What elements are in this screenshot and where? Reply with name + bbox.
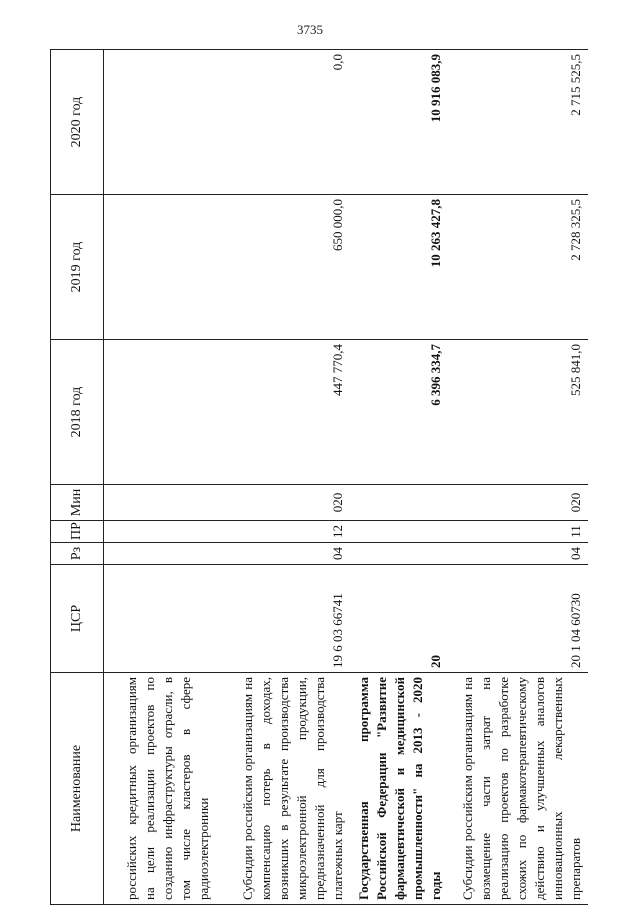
row-min: 020	[448, 485, 588, 521]
header-2018: 2018 год	[51, 340, 104, 485]
row-2018	[104, 340, 216, 485]
row-2018: 447 770,4	[216, 340, 350, 485]
header-2019: 2019 год	[51, 195, 104, 340]
row-2020	[104, 50, 216, 195]
row-rz	[350, 543, 448, 565]
row-min: 020	[216, 485, 350, 521]
row-csr: 20 1 04 60730	[448, 565, 588, 673]
header-min: Мин	[51, 485, 104, 521]
row-pr	[350, 521, 448, 543]
header-2020: 2020 год	[51, 50, 104, 195]
table-row	[448, 50, 588, 905]
header-pr: ПР	[51, 521, 104, 543]
rotated-budget-table-container	[50, 54, 590, 905]
row-2020: 10 916 083,9	[350, 50, 448, 195]
row-2018: 525 841,0	[448, 340, 588, 485]
table-row	[216, 50, 350, 905]
row-2019: 650 000,0	[216, 195, 350, 340]
row-csr: 20	[350, 565, 448, 673]
row-rz: 04	[448, 543, 588, 565]
table-row	[104, 50, 216, 905]
header-name: Наименование	[51, 673, 104, 905]
row-name: Субсидии российским организациям на возмещение части затрат на реализацию проектов по разработке схожих по фармакотерапевтическому действию и улучшенных аналогов инновационных лекарственных препаратов	[448, 673, 588, 905]
row-pr: 11	[448, 521, 588, 543]
row-pr	[104, 521, 216, 543]
row-rz	[104, 543, 216, 565]
row-pr: 12	[216, 521, 350, 543]
row-name: Субсидии российским организациям на компенсацию потерь в доходах, возникших в результате производства микроэлектронной продукции, предназначенной для производства платежных карт	[216, 673, 350, 905]
page-number: 3735	[297, 22, 323, 37]
row-min	[104, 485, 216, 521]
row-2019: 10 263 427,8	[350, 195, 448, 340]
row-2018: 6 396 334,7	[350, 340, 448, 485]
header-csr: ЦСР	[51, 565, 104, 673]
table-header-row	[51, 50, 104, 905]
row-csr	[104, 565, 216, 673]
budget-allocation-table	[50, 49, 588, 905]
row-rz: 04	[216, 543, 350, 565]
row-name: Государственная программа Российской Федерации "Развитие фармацевтической и медицинской промышленности" на 2013 - 2020 годы	[350, 673, 448, 905]
row-2020: 2 715 525,5	[448, 50, 588, 195]
header-rz: Рз	[51, 543, 104, 565]
table-row	[350, 50, 448, 905]
row-csr: 19 6 03 66741	[216, 565, 350, 673]
row-2019	[104, 195, 216, 340]
row-name: российских кредитных организациям на цели реализации проектов по созданию инфраструктуры отрасли, в том числе кластеров в сфере радиоэлектроники	[104, 673, 216, 905]
row-2019: 2 728 325,5	[448, 195, 588, 340]
row-min	[350, 485, 448, 521]
row-2020: 0,0	[216, 50, 350, 195]
